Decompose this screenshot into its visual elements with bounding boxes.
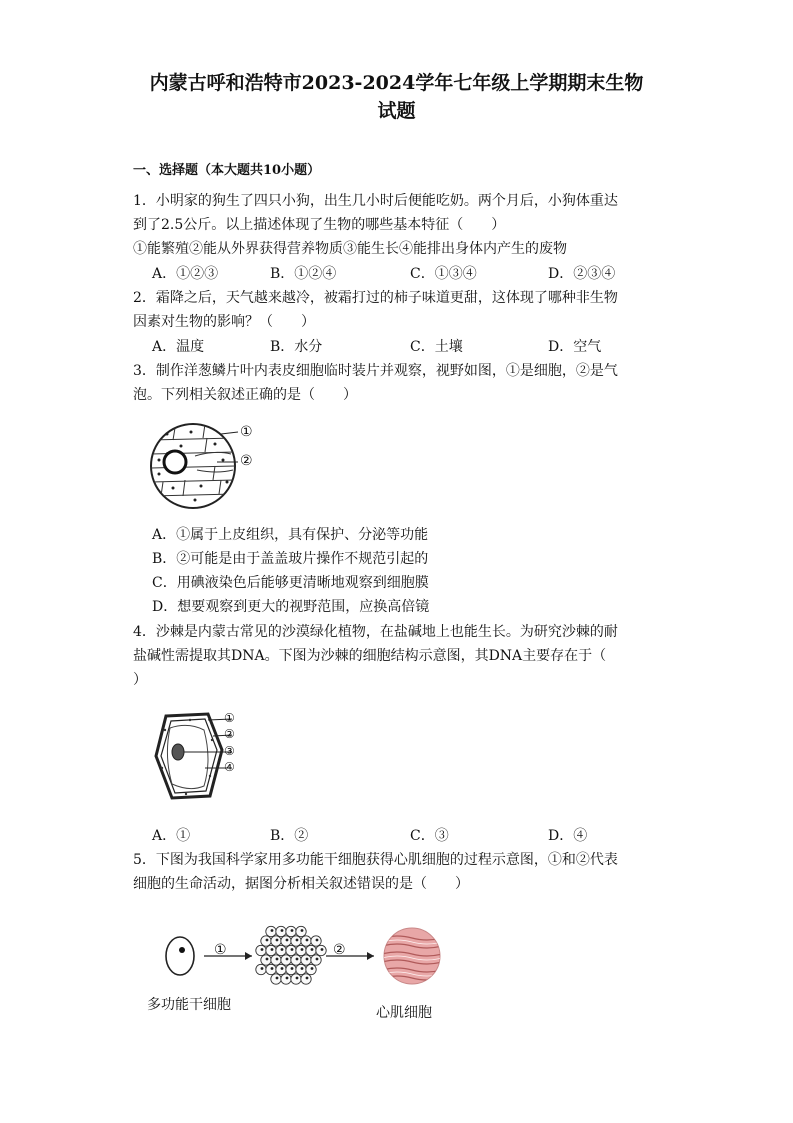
- cluster-cell: [296, 926, 306, 936]
- cluster-cell-nucleus: [286, 939, 289, 942]
- q3-figure-label-1: ①: [240, 424, 253, 440]
- cluster-cell-nucleus: [291, 948, 294, 951]
- cluster-cell: [296, 945, 306, 955]
- q5-caption-cardiac-cell: 心肌细胞: [376, 1005, 432, 1021]
- cluster-cell-nucleus: [321, 948, 324, 951]
- q4-option-c: C．③: [410, 828, 449, 844]
- q4-figure-label-3: ③: [224, 744, 235, 758]
- page-title-line1: 内蒙古呼和浩特市2023-2024学年七年级上学期期末生物: [149, 72, 644, 94]
- q5-step-label-1: ①: [214, 942, 227, 958]
- q3-option-b: B．②可能是由于盖盖玻片操作不规范引起的: [152, 551, 429, 567]
- cluster-cell-nucleus: [306, 977, 309, 980]
- q3-option-d: D．想要观察到更大的视野范围，应换高倍镜: [152, 599, 430, 615]
- stem-cell-differentiation-figure: [160, 916, 460, 1006]
- cluster-cell-nucleus: [301, 948, 304, 951]
- cluster-cell-nucleus: [286, 977, 289, 980]
- cluster-cell: [316, 945, 326, 955]
- cluster-cell-nucleus: [281, 948, 284, 951]
- cluster-cell: [301, 936, 311, 946]
- cluster-cell-nucleus: [301, 929, 304, 932]
- cluster-cell: [286, 945, 296, 955]
- q2-stem-line1: 2．霜降之后，天气越来越冷，被霜打过的柿子味道更甜，这体现了哪种非生物: [133, 290, 618, 306]
- q5-caption-stem-cell: 多功能干细胞: [147, 997, 231, 1013]
- onion-cell-microscope-figure: [145, 420, 245, 510]
- q4-stem-line3: ）: [133, 672, 147, 688]
- q5-step-label-2: ②: [333, 942, 346, 958]
- cluster-cell: [276, 945, 286, 955]
- cluster-cell-nucleus: [261, 948, 264, 951]
- cluster-cell: [291, 955, 301, 965]
- cluster-cell-nucleus: [311, 948, 314, 951]
- q4-figure-label-4: ④: [224, 760, 235, 774]
- cluster-cell-nucleus: [261, 967, 264, 970]
- cluster-cell-nucleus: [276, 939, 279, 942]
- q2-option-b: B．水分: [270, 339, 323, 355]
- cluster-cell: [301, 974, 311, 984]
- q1-option-a: A．①②③: [152, 266, 219, 282]
- cluster-cell-nucleus: [291, 967, 294, 970]
- q4-option-a: A．①: [152, 828, 191, 844]
- page-title-line2: 试题: [377, 100, 416, 122]
- cluster-cell: [271, 936, 281, 946]
- q4-stem-line1: 4．沙棘是内蒙古常见的沙漠绿化植物，在盐碱地上也能生长。为研究沙棘的耐: [133, 624, 618, 640]
- cluster-cell: [261, 936, 271, 946]
- cluster-cell-nucleus: [296, 939, 299, 942]
- cluster-cell: [311, 936, 321, 946]
- cluster-cell-nucleus: [281, 967, 284, 970]
- q3-option-c: C．用碘液染色后能够更清晰地观察到细胞膜: [152, 575, 429, 591]
- cluster-cell-nucleus: [271, 967, 274, 970]
- cluster-cell-nucleus: [266, 958, 269, 961]
- q2-option-c: C．土壤: [410, 339, 463, 355]
- q3-figure-label-2: ②: [240, 453, 253, 469]
- q1-stem-line2: 到了2.5公斤。以上描述体现了生物的哪些基本特征（ ）: [133, 217, 506, 233]
- q1-option-c: C．①③④: [410, 266, 477, 282]
- q4-option-b: B．②: [270, 828, 309, 844]
- q3-stem-line1: 3．制作洋葱鳞片叶内表皮细胞临时装片并观察，视野如图，①是细胞，②是气: [133, 363, 618, 379]
- cluster-cell: [256, 964, 266, 974]
- cluster-cell: [311, 955, 321, 965]
- cluster-cell: [301, 955, 311, 965]
- q1-stem-line1: 1．小明家的狗生了四只小狗，出生几小时后便能吃奶。两个月后，小狗体重达: [133, 193, 618, 209]
- q1-option-b: B．①②④: [270, 266, 337, 282]
- cluster-cell-nucleus: [296, 977, 299, 980]
- cluster-cell-nucleus: [311, 967, 314, 970]
- cluster-cell-nucleus: [271, 948, 274, 951]
- cluster-cell: [266, 945, 276, 955]
- cluster-cell: [286, 964, 296, 974]
- cluster-cell: [291, 974, 301, 984]
- section-heading: 一、选择题（本大题共10小题）: [133, 163, 321, 178]
- cluster-cell: [291, 936, 301, 946]
- q3-option-a: A．①属于上皮组织，具有保护、分泌等功能: [152, 527, 429, 543]
- cluster-cell-nucleus: [266, 939, 269, 942]
- cluster-cell: [306, 964, 316, 974]
- cluster-cell-nucleus: [276, 977, 279, 980]
- cluster-cell: [261, 955, 271, 965]
- q4-figure-label-1: ①: [224, 711, 235, 725]
- cluster-cell: [276, 926, 286, 936]
- cluster-cell: [281, 974, 291, 984]
- cluster-cell: [266, 926, 276, 936]
- cluster-cell: [266, 964, 276, 974]
- cluster-cell-nucleus: [301, 967, 304, 970]
- cluster-cell: [271, 974, 281, 984]
- q4-option-d: D．④: [548, 828, 588, 844]
- cluster-cell-nucleus: [291, 929, 294, 932]
- cluster-cell: [306, 945, 316, 955]
- cluster-cell: [271, 955, 281, 965]
- q5-stem-line2: 细胞的生命活动，据图分析相关叙述错误的是（ ）: [133, 876, 469, 892]
- cluster-cell-nucleus: [286, 958, 289, 961]
- q5-stem-line1: 5．下图为我国科学家用多功能干细胞获得心肌细胞的过程示意图，①和②代表: [133, 852, 618, 868]
- cluster-cell: [276, 964, 286, 974]
- cluster-cell: [281, 936, 291, 946]
- q1-stem-line3: ①能繁殖②能从外界获得营养物质③能生长④能排出身体内产生的废物: [133, 241, 567, 257]
- q1-option-d: D．②③④: [548, 266, 616, 282]
- q4-figure-label-2: ②: [224, 727, 235, 741]
- cluster-cell-nucleus: [316, 958, 319, 961]
- cluster-cell: [256, 945, 266, 955]
- cluster-cell-nucleus: [306, 939, 309, 942]
- cluster-cell: [296, 964, 306, 974]
- cluster-cell-nucleus: [276, 958, 279, 961]
- cluster-cell: [286, 926, 296, 936]
- cluster-cell-nucleus: [271, 929, 274, 932]
- q2-stem-line2: 因素对生物的影响？（ ）: [133, 314, 315, 330]
- q2-option-d: D．空气: [548, 339, 602, 355]
- cluster-cell-nucleus: [316, 939, 319, 942]
- cluster-cell-nucleus: [296, 958, 299, 961]
- q4-stem-line2: 盐碱性需提取其DNA。下图为沙棘的细胞结构示意图，其DNA主要存在于（: [133, 648, 607, 664]
- cluster-cell: [281, 955, 291, 965]
- cluster-cell-nucleus: [306, 958, 309, 961]
- q3-stem-line2: 泡。下列相关叙述正确的是（ ）: [133, 387, 357, 403]
- cluster-cell-nucleus: [281, 929, 284, 932]
- q2-option-a: A．温度: [152, 339, 205, 355]
